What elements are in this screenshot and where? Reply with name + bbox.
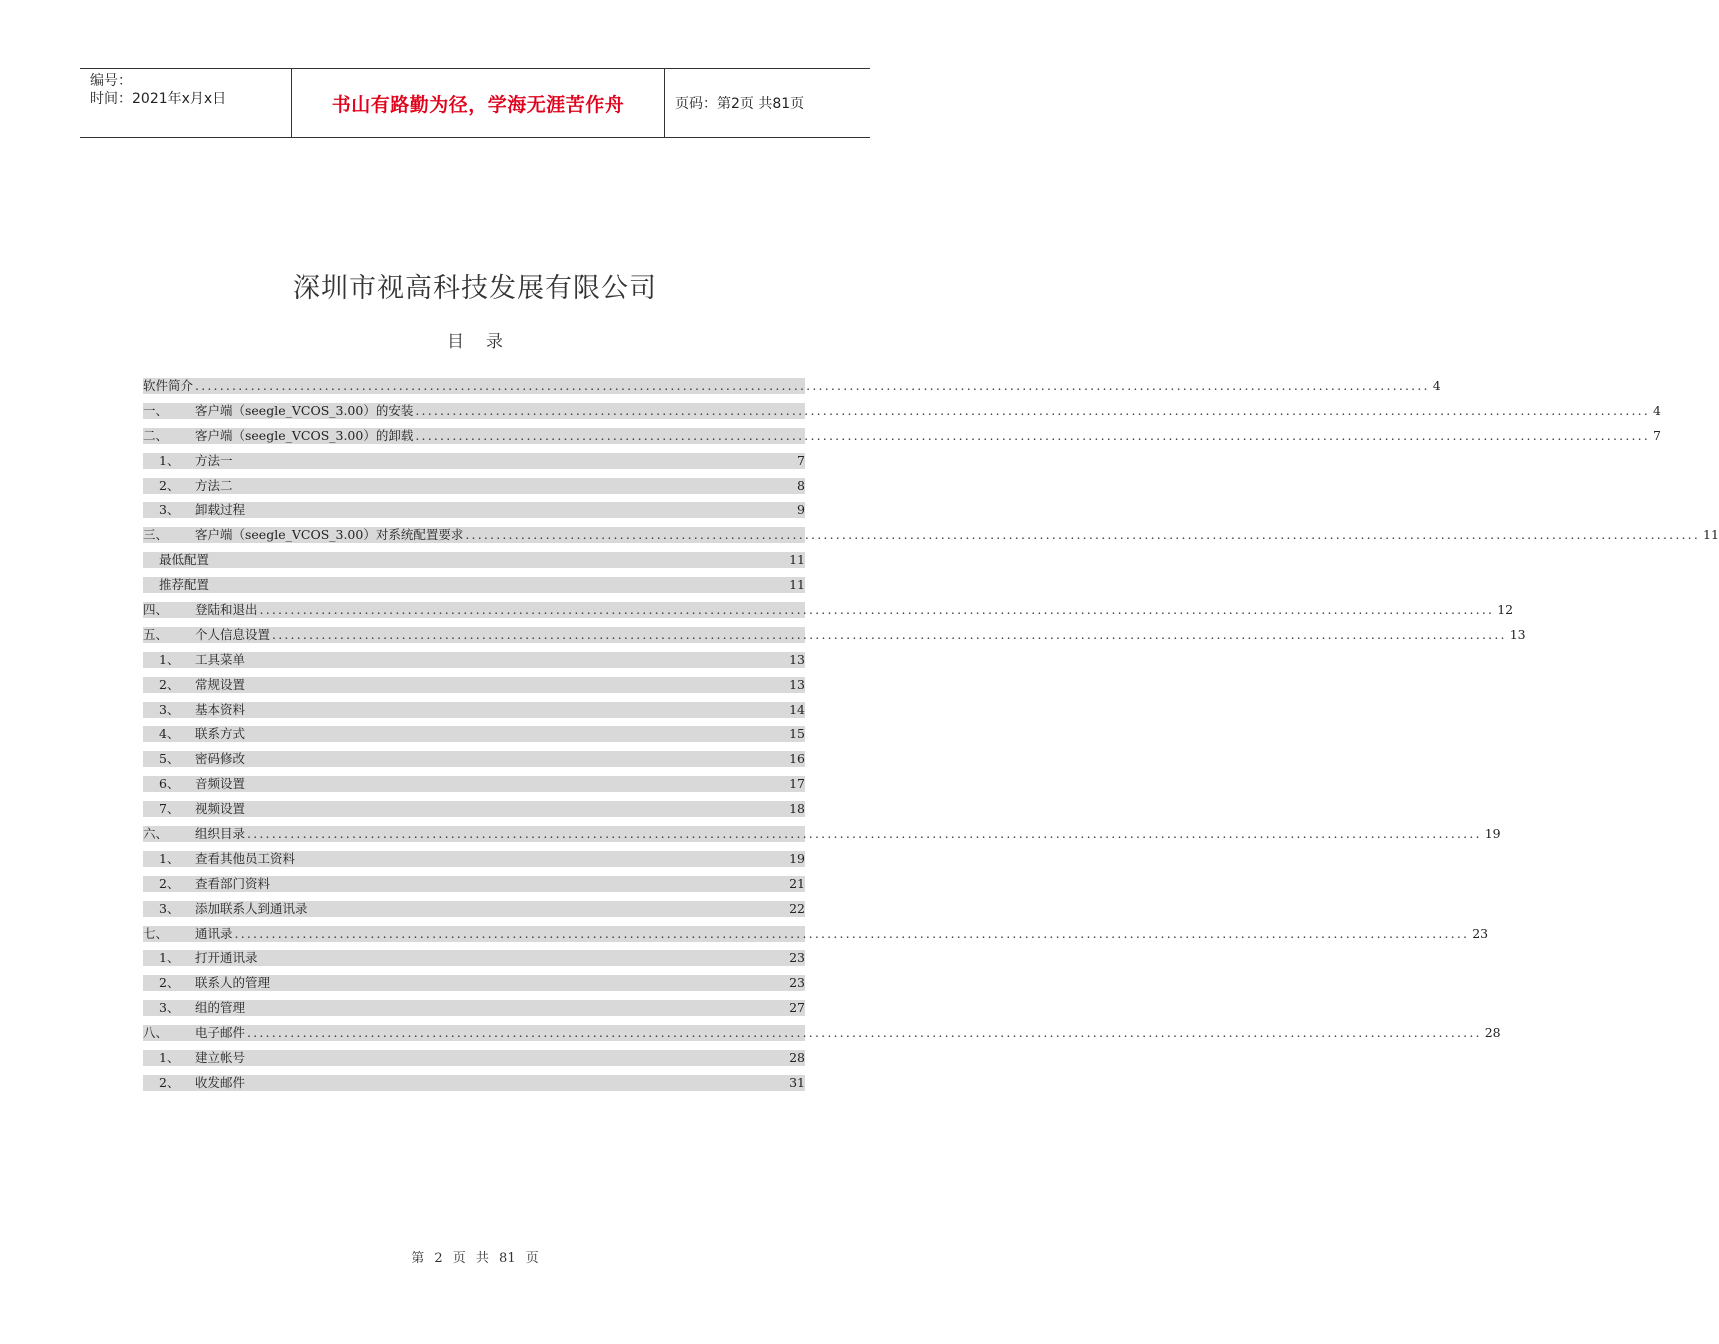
toc-entry[interactable]	[143, 799, 805, 824]
toc-entry-label: 组织目录	[195, 826, 246, 842]
toc-entry-page: 31	[789, 1074, 805, 1090]
toc-entry-number: 3、	[159, 1000, 180, 1016]
toc-entry-number: 1、	[159, 1050, 180, 1066]
toc-entry-label: 工具菜单	[195, 651, 246, 667]
toc-entry[interactable]	[143, 500, 805, 525]
toc-entry-number: 七、	[143, 925, 169, 941]
toc-entry-label: 视频设置	[195, 801, 246, 817]
toc-entry-page: 11	[1703, 527, 1719, 543]
toc-entry-page: 8	[797, 477, 805, 493]
toc-entry-number: 2、	[159, 875, 180, 891]
toc-entry-number: 五、	[143, 626, 169, 642]
toc-entry-number: 八、	[143, 1025, 169, 1041]
toc-entry-number: 2、	[159, 676, 180, 692]
time-label: 时间：2021年x月x日	[90, 91, 227, 107]
header-meta	[80, 69, 292, 137]
toc-entry[interactable]	[143, 550, 805, 575]
toc-entry-number: 2、	[159, 1074, 180, 1090]
toc-entry-label: 查看部门资料	[195, 875, 271, 891]
toc-dot-leader: ........................................................................................................................................................................................................	[465, 527, 1701, 543]
toc-dot-leader: ........................................................................................................................................................................................................	[415, 402, 1651, 418]
toc-entry[interactable]	[143, 625, 1526, 650]
toc-entry-number: 3、	[159, 502, 180, 518]
toc-entry-label: 个人信息设置	[195, 626, 271, 642]
toc-entry-label: 查看其他员工资料	[195, 850, 296, 866]
toc-entry-label: 客户端（seegle_VCOS_3.00）对系统配置要求	[195, 527, 464, 543]
table-of-contents	[143, 376, 1719, 1098]
toc-entry[interactable]	[143, 724, 805, 749]
toc-entry-page: 11	[789, 552, 805, 568]
company-title: 深圳市视高科技发展有限公司	[293, 273, 657, 304]
toc-entry[interactable]	[143, 1048, 805, 1073]
header-page-info: 页码：第2页 共81页	[675, 96, 805, 112]
toc-entry-page: 23	[789, 950, 805, 966]
toc-entry-label: 客户端（seegle_VCOS_3.00）的安装	[195, 402, 414, 418]
toc-entry[interactable]	[143, 401, 1661, 426]
toc-entry-label: 方法一	[195, 452, 233, 468]
toc-entry[interactable]	[143, 575, 805, 600]
toc-entry-number: 二、	[143, 427, 169, 443]
toc-dot-leader: ........................................................................................................................................................................................................	[247, 826, 1482, 842]
document-header	[80, 68, 870, 138]
toc-entry-page: 17	[789, 776, 805, 792]
toc-entry-number: 4、	[159, 726, 180, 742]
toc-entry[interactable]	[143, 426, 1661, 451]
toc-entry-label: 方法二	[195, 477, 233, 493]
toc-entry[interactable]	[143, 849, 805, 874]
toc-dot-leader: ........................................................................................................................................................................................................	[259, 602, 1495, 618]
toc-entry-number: 2、	[159, 477, 180, 493]
toc-entry-page: 19	[789, 850, 805, 866]
toc-entry[interactable]	[143, 874, 805, 899]
toc-entry-page: 28	[1484, 1025, 1501, 1041]
toc-entry-label: 常规设置	[195, 676, 246, 692]
toc-entry-label: 通讯录	[195, 925, 233, 941]
toc-entry[interactable]	[143, 525, 1719, 550]
toc-heading: 目录	[447, 332, 525, 352]
code-label: 编号：	[90, 73, 132, 89]
header-motto: 书山有路勤为径，学海无涯苦作舟	[292, 69, 665, 137]
toc-entry-number: 1、	[159, 850, 180, 866]
toc-entry-label: 电子邮件	[195, 1025, 246, 1041]
toc-entry[interactable]	[143, 948, 805, 973]
toc-entry-number: 六、	[143, 826, 169, 842]
toc-entry-label: 联系方式	[195, 726, 246, 742]
toc-entry-page: 19	[1484, 826, 1501, 842]
toc-entry-number: 7、	[159, 801, 180, 817]
toc-entry-number: 3、	[159, 701, 180, 717]
toc-entry-page: 4	[1432, 378, 1441, 393]
toc-dot-leader: ........................................................................................................................................................................................................	[415, 427, 1651, 443]
toc-entry[interactable]	[143, 451, 805, 476]
toc-entry-page: 18	[789, 801, 805, 817]
toc-entry-number: 四、	[143, 602, 169, 618]
toc-entry-label: 密码修改	[195, 751, 246, 767]
toc-entry-page: 7	[797, 452, 805, 468]
toc-entry[interactable]	[143, 476, 805, 501]
toc-dot-leader: ........................................................................................................................................................................................................	[195, 378, 1430, 393]
toc-entry-label: 推荐配置	[159, 577, 210, 593]
toc-entry[interactable]	[143, 824, 1501, 849]
toc-entry-label: 组的管理	[195, 1000, 246, 1016]
toc-entry-label: 音频设置	[195, 776, 246, 792]
toc-entry-page: 16	[789, 751, 805, 767]
toc-entry-page: 15	[789, 726, 805, 742]
toc-entry-number: 1、	[159, 452, 180, 468]
toc-entry-page: 23	[789, 975, 805, 991]
toc-dot-leader: ........................................................................................................................................................................................................	[272, 626, 1507, 642]
toc-entry-page: 22	[789, 900, 805, 916]
toc-entry-page: 28	[789, 1050, 805, 1066]
toc-entry-label: 添加联系人到通讯录	[195, 900, 308, 916]
toc-entry[interactable]	[143, 924, 1489, 949]
toc-entry-label: 客户端（seegle_VCOS_3.00）的卸载	[195, 427, 414, 443]
toc-entry[interactable]	[143, 675, 805, 700]
toc-entry-label: 最低配置	[159, 552, 210, 568]
toc-entry-label: 收发邮件	[195, 1074, 246, 1090]
toc-entry-number: 一、	[143, 402, 169, 418]
toc-entry-label: 联系人的管理	[195, 975, 271, 991]
toc-entry[interactable]	[143, 774, 805, 799]
toc-entry-page: 27	[789, 1000, 805, 1016]
toc-entry-page: 12	[1497, 602, 1514, 618]
toc-entry[interactable]	[143, 899, 805, 924]
toc-entry[interactable]	[143, 998, 805, 1023]
toc-entry[interactable]	[143, 973, 805, 998]
toc-entry-page: 13	[789, 651, 805, 667]
toc-entry-label: 建立帐号	[195, 1050, 246, 1066]
toc-entry-number: 3、	[159, 900, 180, 916]
toc-entry[interactable]	[143, 650, 805, 675]
toc-entry-page: 14	[789, 701, 805, 717]
toc-entry-number: 5、	[159, 751, 180, 767]
toc-entry-number: 2、	[159, 975, 180, 991]
toc-entry[interactable]	[143, 749, 805, 774]
toc-entry-page: 11	[789, 577, 805, 593]
toc-entry[interactable]	[143, 600, 1514, 625]
toc-entry-page: 13	[1509, 626, 1526, 642]
toc-entry-page: 13	[789, 676, 805, 692]
toc-entry-number: 三、	[143, 527, 169, 543]
toc-entry-page: 4	[1653, 402, 1661, 418]
toc-entry-label: 登陆和退出	[195, 602, 258, 618]
toc-entry-page: 7	[1653, 427, 1661, 443]
toc-entry-label: 打开通讯录	[195, 950, 258, 966]
toc-entry-number: 1、	[159, 651, 180, 667]
toc-entry-number: 1、	[159, 950, 180, 966]
toc-entry-page: 21	[789, 875, 805, 891]
toc-entry-label: 基本资料	[195, 701, 246, 717]
page-footer: 第 2 页 共 81 页	[411, 1251, 539, 1266]
toc-entry-label: 软件简介	[143, 378, 194, 393]
toc-entry[interactable]	[143, 376, 1441, 401]
toc-dot-leader: ........................................................................................................................................................................................................	[247, 1025, 1482, 1041]
toc-dot-leader: ........................................................................................................................................................................................................	[234, 925, 1470, 941]
toc-entry[interactable]	[143, 1073, 805, 1098]
toc-entry[interactable]	[143, 1023, 1501, 1048]
toc-entry-page: 9	[797, 502, 805, 518]
toc-entry-label: 卸载过程	[195, 502, 246, 518]
toc-entry-page: 23	[1472, 925, 1489, 941]
toc-entry-number: 6、	[159, 776, 180, 792]
toc-entry[interactable]	[143, 700, 805, 725]
